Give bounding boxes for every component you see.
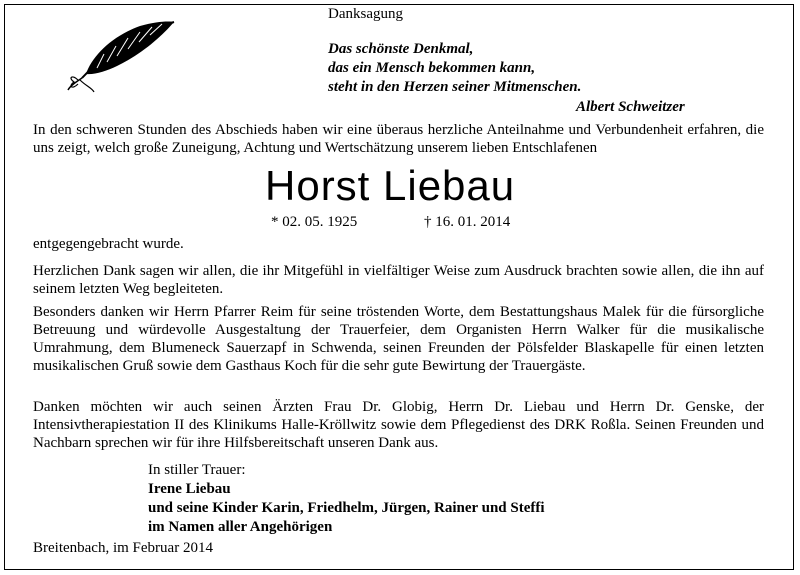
feather-icon <box>62 16 182 96</box>
intro-ending: entgegengebracht wurde. <box>33 236 184 252</box>
quote-line: steht in den Herzen seiner Mitmenschen. <box>328 79 582 95</box>
quote-author: Albert Schweitzer <box>576 99 685 115</box>
signature-line: im Namen aller Angehörigen <box>148 519 333 535</box>
deceased-name: Horst Liebau <box>265 162 516 209</box>
quote-line: Das schönste Denkmal, <box>328 41 474 57</box>
signature-intro: In stiller Trauer: <box>148 462 246 478</box>
thanks-paragraph: Besonders danken wir Herrn Pfarrer Reim für seine tröstenden Worte, dem Bestattungshaus Malek für die fürsorgliche Betreuung und würdevolle Ausgestaltung der Trauerfeier, dem Organisten Herrn Walker für die musikalische Umrahmung, dem Blumeneck Sauerzapf in Schwenda, seinen Freunden der Pölsfelder Blaskapelle für einen letzten musikalischen Gruß sowie dem Gasthaus Koch für die sehr gute Bewirtung der Trauergäste. <box>33 304 764 374</box>
signature-line: und seine Kinder Karin, Friedhelm, Jürgen, Rainer und Steffi <box>148 500 545 516</box>
notice-heading: Danksagung <box>328 6 403 22</box>
thanks-paragraph: Danken möchten wir auch seinen Ärzten Frau Dr. Globig, Herrn Dr. Liebau und Herrn Dr. Genske, der Intensivtherapiestation II des Klinikums Halle-Kröllwitz sowie dem Pflegedienst des DRK Roßla. Seinen Freunden und Nachbarn sprechen wir für ihre Hilfsbereitschaft unseren Dank aus. <box>33 399 764 451</box>
thanks-paragraph: Herzlichen Dank sagen wir allen, die ihr Mitgefühl in vielfältiger Weise zum Ausdruck brachten sowie allen, die ihn auf seinem letzten Weg begleiteten. <box>33 263 764 297</box>
death-date: † 16. 01. 2014 <box>424 214 511 230</box>
place-and-date: Breitenbach, im Februar 2014 <box>33 540 213 556</box>
intro-paragraph: In den schweren Stunden des Abschieds haben wir eine überaus herzliche Anteilnahme und Verbundenheit erfahren, die uns zeigt, welch große Zuneigung, Achtung und Wertschätzung unserem lieben Entschlafenen <box>33 122 764 156</box>
quote-line: das ein Mensch bekommen kann, <box>328 60 536 76</box>
birth-date: * 02. 05. 1925 <box>271 214 358 230</box>
signature-line: Irene Liebau <box>148 481 231 497</box>
